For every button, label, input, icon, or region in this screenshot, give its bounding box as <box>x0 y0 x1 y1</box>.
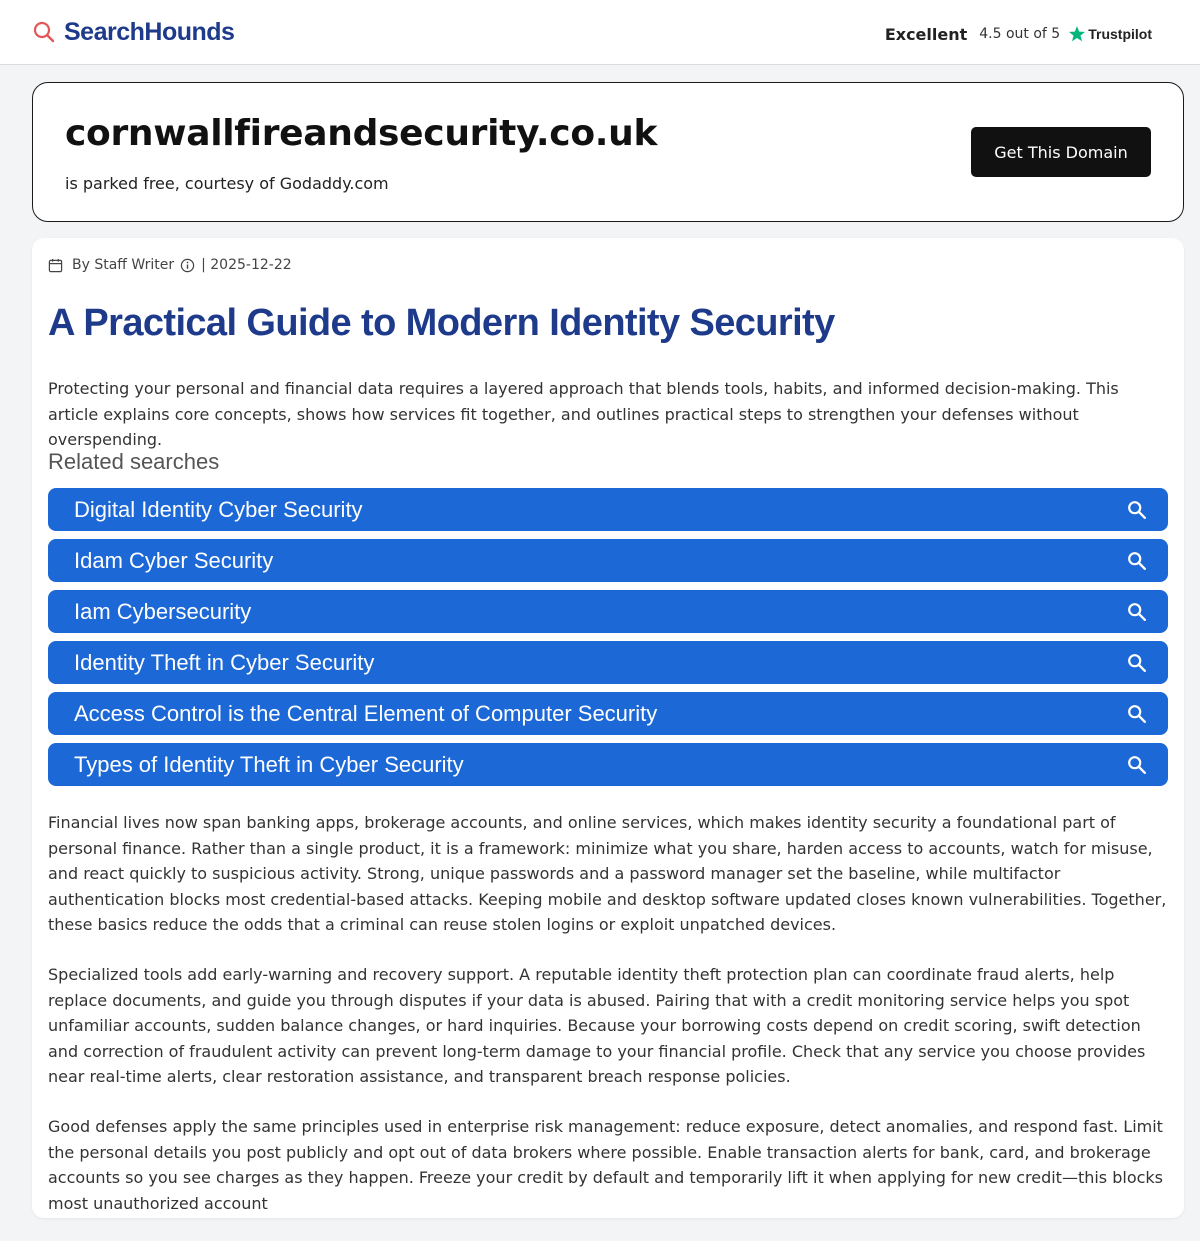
author-name: By Staff Writer <box>72 257 175 273</box>
article-paragraph: Specialized tools add early-warning and recovery support. A reputable identity theft protection plan can coordinate fraud alerts, help replace documents, and guide you through disputes if your data is abused. Pairing that with a credit monitoring service helps you spot unfamiliar accounts, sudden balance changes, or hard inquiries. Because your borrowing costs depend on credit scoring, swift detection and correction of fraudulent activity can prevent long-term damage to your financial profile. Check that any service you choose provides near real-time alerts, clear restoration assistance, and transparent breach response policies. <box>48 965 1146 1086</box>
site-logo[interactable] <box>32 16 234 48</box>
top-nav-bar <box>0 0 1200 65</box>
domain-card <box>32 82 1184 222</box>
article-body <box>48 810 1168 1241</box>
related-searches-list <box>48 488 1168 794</box>
related-search-label: Idam Cyber Security <box>74 547 274 573</box>
domain-subtitle: is parked free, courtesy of Godaddy.com <box>65 174 389 193</box>
related-search-label: Identity Theft in Cyber Security <box>74 649 375 675</box>
search-icon <box>1126 601 1148 623</box>
get-domain-button[interactable]: Get This Domain <box>971 127 1151 177</box>
info-icon[interactable] <box>180 258 195 273</box>
logo-text: SearchHounds <box>64 17 235 46</box>
calendar-icon <box>48 258 63 273</box>
publish-date: | 2025-12-22 <box>201 257 292 273</box>
related-search-item[interactable] <box>48 539 1168 582</box>
rating-score: 4.5 out of 5 <box>979 26 1061 42</box>
related-search-label: Types of Identity Theft in Cyber Security <box>74 751 464 777</box>
search-icon <box>1126 652 1148 674</box>
related-search-item[interactable] <box>48 590 1168 633</box>
article-meta <box>48 255 292 275</box>
article-card <box>32 238 1184 1218</box>
domain-name: cornwallfireandsecurity.co.uk <box>65 113 658 154</box>
rating-word: Excellent <box>884 24 968 44</box>
trustpilot-rating[interactable] <box>885 22 1152 46</box>
related-search-label: Digital Identity Cyber Security <box>74 496 363 522</box>
related-search-item[interactable] <box>48 743 1168 786</box>
related-search-item[interactable] <box>48 641 1168 684</box>
article-paragraph: Financial lives now span banking apps, brokerage accounts, and online services, which makes identity security a foundational part of personal finance. Rather than a single product, it is a framework: minimize what you share, harden access to accounts, watch for misuse, and react quickly to suspicious activity. Strong, unique passwords and a password manager set the baseline, while multifactor authentication blocks most credential-based attacks. Keeping mobile and desktop software updated closes known vulnerabilities. Together, these basics reduce the odds that a criminal can reuse stolen logins or exploit unpatched devices. <box>48 813 1167 934</box>
search-icon <box>1126 550 1148 572</box>
article-paragraph: Good defenses apply the same principles used in enterprise risk management: reduce exposure, detect anomalies, and respond fast. Limit the personal details you post publicly and opt out of data brokers where possible. Enable transaction alerts for bank, card, and brokerage accounts so you see charges as they happen. Freeze your credit by default and temporarily lift it when applying for new credit—this blocks most unauthorized account <box>48 1117 1164 1213</box>
related-search-item[interactable] <box>48 488 1168 531</box>
search-icon <box>1126 499 1148 521</box>
related-search-label: Iam Cybersecurity <box>74 598 252 624</box>
article-title: A Practical Guide to Modern Identity Security <box>48 302 835 344</box>
related-search-item[interactable] <box>48 692 1168 735</box>
search-icon <box>1126 754 1148 776</box>
search-logo-icon <box>32 20 56 44</box>
trustpilot-star-icon <box>1068 25 1086 43</box>
related-searches-title: Related searches <box>48 449 220 474</box>
search-icon <box>1126 703 1148 725</box>
related-search-label: Access Control is the Central Element of Computer Security <box>74 700 658 726</box>
trustpilot-brand: Trustpilot <box>1088 26 1152 42</box>
article-intro: Protecting your personal and financial data requires a layered approach that blends tools, habits, and informed decision-making. This article explains core concepts, shows how services fit together, and outlines practical steps to strengthen your defenses without overspending. <box>48 379 1119 449</box>
